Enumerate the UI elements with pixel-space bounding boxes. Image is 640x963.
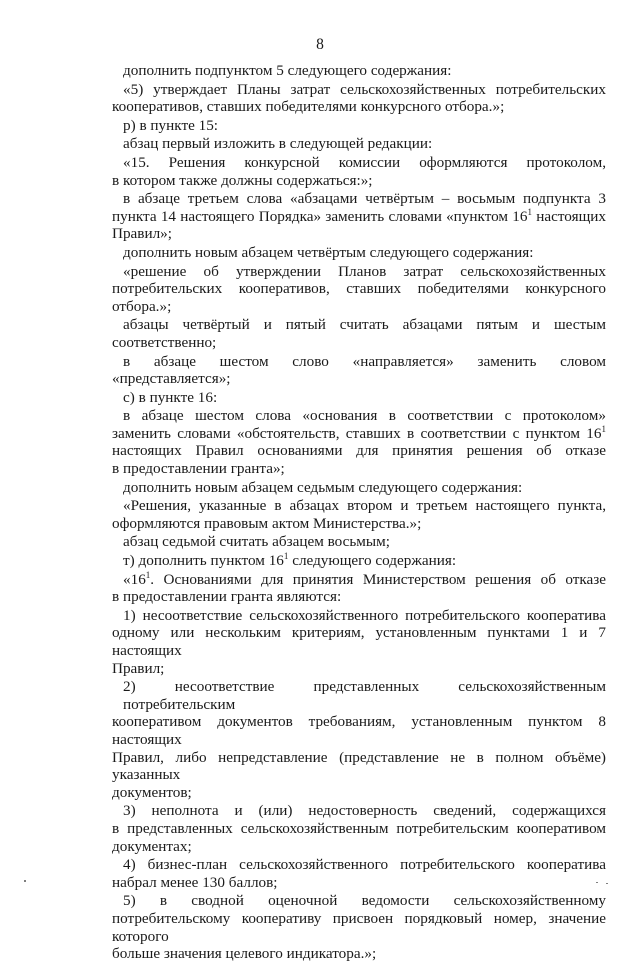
paragraph	[112, 135, 606, 153]
paragraph	[112, 62, 606, 80]
text-line: «15. Решения конкурсной комиссии оформляются протоколом,	[123, 153, 606, 171]
text-line: 2) несоответствие представленных сельскохозяйственным потребительским	[123, 678, 606, 713]
text-line: «решение об утверждении Планов затрат сельскохозяйственных	[123, 262, 606, 280]
text-line: пункта 14 настоящего Порядка» заменить словами «пунктом $16^1$ настоящих	[112, 206, 606, 225]
text-line: в предоставлении гранта»;	[112, 460, 285, 478]
text-line: 4) бизнес-план сельскохозяйственного потребительского кооператива	[123, 856, 606, 874]
superscript: 1	[283, 551, 289, 562]
text-line: оформляются правовым актом Министерства.»;	[112, 514, 422, 532]
paragraph	[112, 353, 606, 388]
superscript: 1	[145, 569, 151, 580]
text-line: в абзаце третьем слова «абзацами четвёртым – восьмым подпункта 3	[123, 190, 606, 208]
text-line: кооперативом документов требованиям, установленным пунктом 8 настоящих	[112, 713, 606, 748]
text-line: в предоставлении гранта являются:	[112, 588, 342, 606]
paragraph	[112, 154, 606, 189]
text-line: в представленных сельскохозяйственным потребительским кооперативом	[112, 819, 606, 837]
text-line: с) в пункте 16:	[123, 388, 218, 406]
paragraph	[112, 571, 606, 606]
text-line: документов;	[112, 783, 192, 801]
paragraph	[112, 389, 606, 407]
text-line: абзац первый изложить в следующей редакции:	[123, 135, 433, 153]
document-body	[112, 62, 606, 963]
text-line: больше значения целевого индикатора.»;	[112, 945, 377, 963]
text-line: «$16^1$. Основаниями для принятия Министерством решения об отказе	[123, 569, 606, 588]
text-line: заменить словами «обстоятельств, ставших в соответствии с пунктом $16^1$	[112, 423, 606, 442]
text-line: в абзаце шестом слова «основания в соответствии с протоколом»	[123, 407, 606, 425]
paragraph	[112, 81, 606, 116]
text-line: в котором также должны содержаться:»;	[112, 171, 373, 189]
text-line: дополнить подпунктом 5 следующего содержания:	[123, 62, 452, 79]
text-line: потребительских кооперативов, ставших победителями конкурсного отбора.»;	[112, 280, 606, 315]
text-line: дополнить новым абзацем четвёртым следующего содержания:	[123, 243, 534, 261]
text-line: потребительскому кооперативу присвоен порядковый номер, значение которого	[112, 909, 606, 945]
text-line: в абзаце шестом слово «направляется» заменить словом	[123, 352, 606, 370]
paragraph	[112, 607, 606, 677]
page-number: 8	[316, 36, 324, 53]
text-line: настоящих Правил основаниями для принятия решения об отказе	[112, 442, 606, 460]
text-line: р) в пункте 15:	[123, 116, 219, 134]
text-line: Правил, либо непредставление (представление не в полном объёме) указанных	[112, 748, 606, 784]
text-line: т) дополнить пунктом $16^1$ следующего содержания:	[123, 551, 457, 570]
text-line: Правил»;	[112, 225, 172, 243]
text-line: соответственно;	[112, 333, 217, 351]
text-line: документах;	[112, 837, 192, 855]
text-line: «5) утверждает Планы затрат сельскохозяйственных потребительских	[123, 80, 606, 98]
text-line: абзацы четвёртый и пятый считать абзацами пятым и шестым	[123, 316, 606, 334]
text-line: 3) неполнота и (или) недостоверность сведений, содержащихся	[123, 802, 606, 820]
text-line: Правил;	[112, 659, 165, 677]
scan-speck	[596, 882, 598, 883]
paragraph	[112, 552, 606, 570]
text-line: кооперативов, ставших победителями конкурсного отбора.»;	[112, 98, 505, 116]
superscript: 1	[601, 423, 606, 434]
paragraph	[112, 479, 606, 497]
text-line: «представляется»;	[112, 370, 231, 388]
superscript: 1	[527, 206, 532, 217]
paragraph	[112, 190, 606, 243]
text-line: 5) в сводной оценочной ведомости сельскохозяйственному	[123, 892, 606, 910]
paragraph	[112, 244, 606, 262]
text-line: набрал менее 130 баллов;	[112, 873, 278, 891]
text-line: «Решения, указанные в абзацах втором и третьем настоящего пункта,	[123, 497, 606, 515]
paragraph	[112, 263, 606, 316]
text-line: абзац седьмой считать абзацем восьмым;	[123, 533, 390, 551]
scan-speck	[606, 883, 608, 884]
paragraph	[112, 892, 606, 962]
paragraph	[112, 117, 606, 135]
scan-speck	[24, 880, 26, 882]
text-line: дополнить новым абзацем седьмым следующего содержания:	[123, 478, 523, 496]
paragraph	[112, 856, 606, 891]
text-line: одному или нескольким критериям, установленным пунктами 1 и 7 настоящих	[112, 624, 606, 659]
paragraph	[112, 407, 606, 477]
paragraph	[112, 802, 606, 855]
paragraph	[112, 316, 606, 351]
paragraph	[112, 497, 606, 532]
paragraph	[112, 533, 606, 551]
paragraph	[112, 678, 606, 801]
text-line: 1) несоответствие сельскохозяйственного потребительского кооператива	[123, 606, 606, 624]
